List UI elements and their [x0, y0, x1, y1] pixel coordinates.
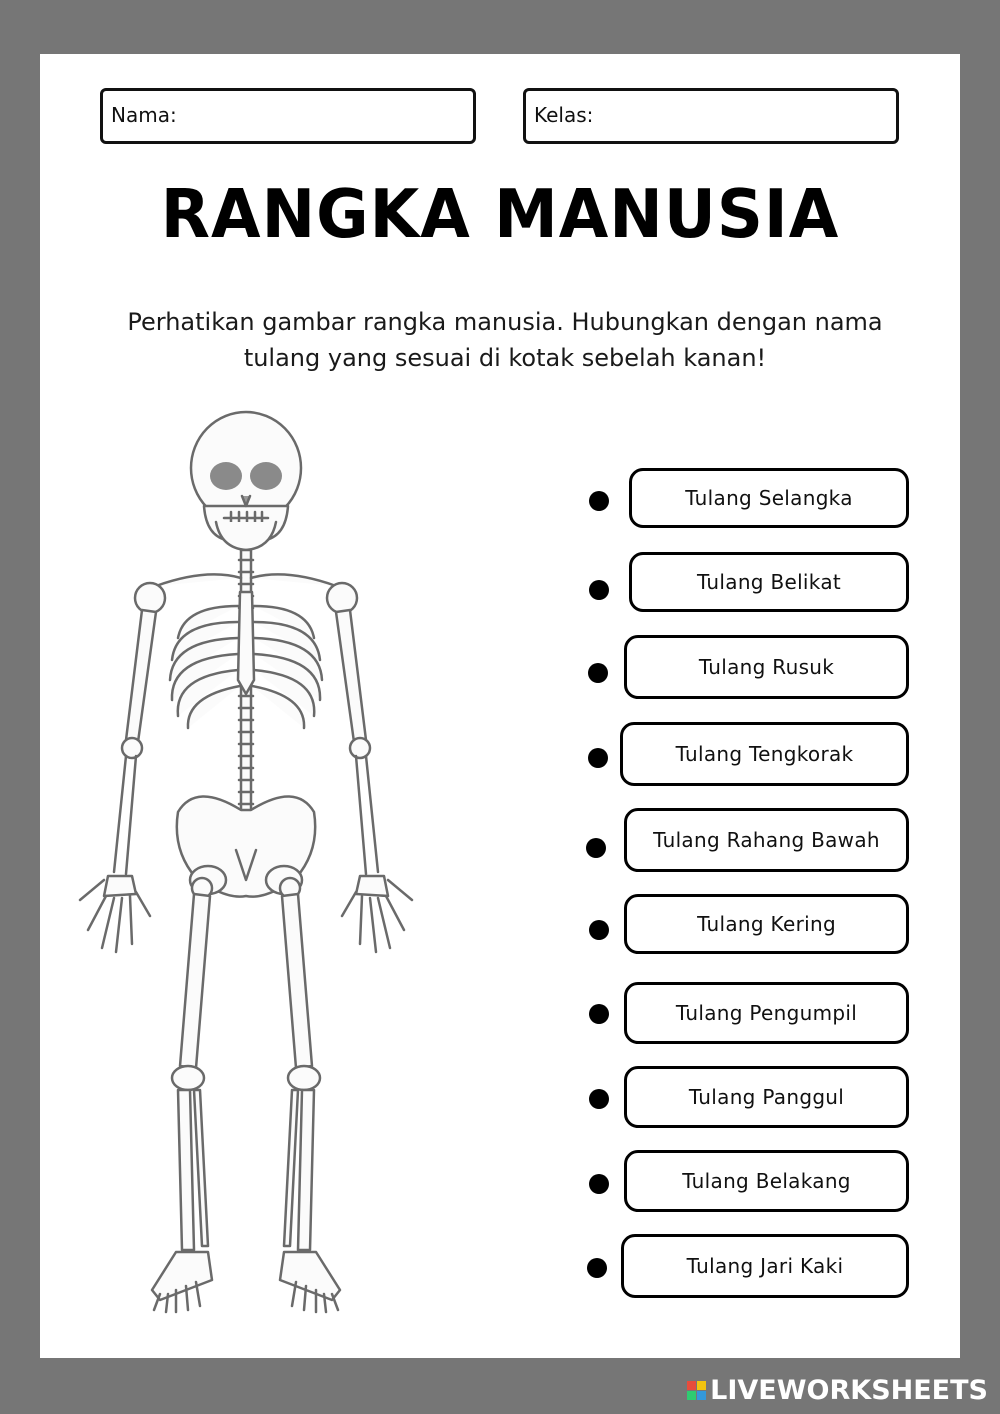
bone-label-text: Tulang Belikat [696, 570, 842, 594]
bone-label-text: Tulang Pengumpil [675, 1001, 858, 1025]
page-title: RANGKA MANUSIA [160, 176, 840, 254]
logo-square [697, 1381, 706, 1390]
match-dot[interactable] [589, 1174, 609, 1194]
instruction-text: Perhatikan gambar rangka manusia. Hubungkan dengan nama tulang yang sesuai di kotak sebelah kanan! [127, 308, 883, 372]
logo-square [687, 1391, 696, 1400]
logo-square [697, 1391, 706, 1400]
match-dot[interactable] [589, 1089, 609, 1109]
bone-label-text: Tulang Selangka [685, 486, 853, 510]
match-dot[interactable] [588, 748, 608, 768]
bone-label-text: Tulang Jari Kaki [686, 1254, 844, 1278]
match-dot[interactable] [586, 838, 606, 858]
class-label: Kelas: [534, 103, 594, 127]
match-dot[interactable] [589, 920, 609, 940]
bone-label-text: Tulang Tengkorak [675, 742, 854, 766]
match-dot[interactable] [587, 1258, 607, 1278]
bone-label-box[interactable] [624, 1066, 909, 1128]
match-dot[interactable] [589, 1004, 609, 1024]
bone-label-box[interactable] [624, 1150, 909, 1212]
bone-label-text: Tulang Rahang Bawah [653, 828, 880, 852]
brand-text: LIVEWORKSHEETS [710, 1375, 988, 1406]
match-dot[interactable] [589, 491, 609, 511]
match-dot[interactable] [589, 580, 609, 600]
bone-label-box[interactable] [620, 722, 909, 786]
bone-label-box[interactable] [624, 894, 909, 954]
bone-label-box[interactable] [629, 552, 909, 612]
name-field[interactable] [100, 88, 476, 144]
name-label: Nama: [111, 103, 177, 127]
class-field[interactable] [523, 88, 899, 144]
bone-label-text: Tulang Kering [697, 912, 836, 936]
bone-label-box[interactable] [624, 635, 909, 699]
logo-square [687, 1381, 696, 1390]
bone-label-box[interactable] [621, 1234, 909, 1298]
match-dot[interactable] [588, 663, 608, 683]
bone-label-text: Tulang Rusuk [698, 655, 835, 679]
bone-label-box[interactable] [629, 468, 909, 528]
bone-label-text: Tulang Panggul [688, 1085, 845, 1109]
liveworksheets-brand [687, 1375, 988, 1406]
worksheet-page [40, 54, 960, 1358]
skeleton-illustration [76, 410, 416, 1316]
bone-label-box[interactable] [624, 982, 909, 1044]
bone-label-box[interactable] [624, 808, 909, 872]
bone-label-text: Tulang Belakang [682, 1169, 851, 1193]
liveworksheets-logo-icon [687, 1381, 706, 1400]
